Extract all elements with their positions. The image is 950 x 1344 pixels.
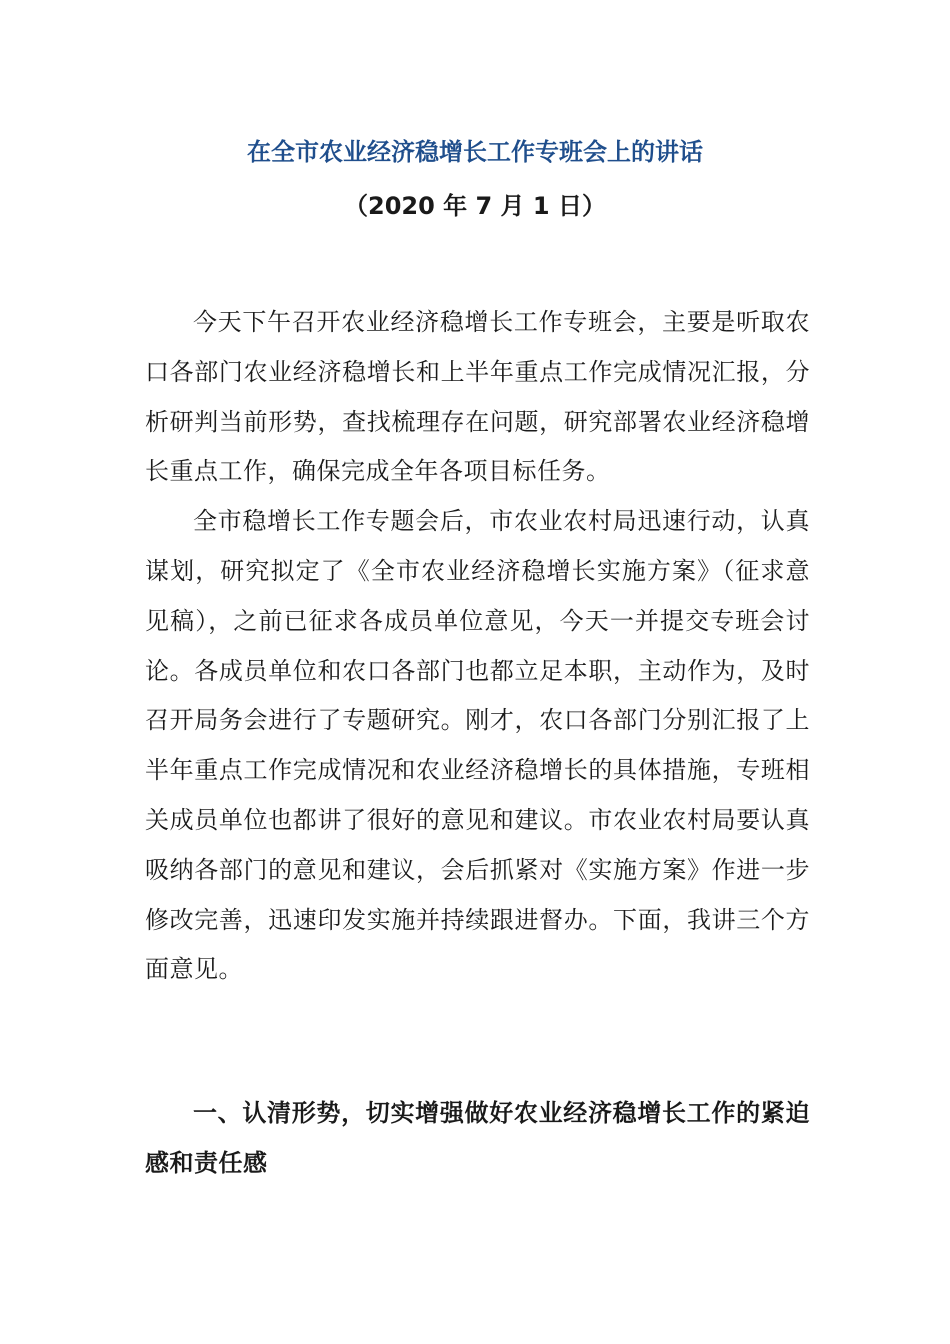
document-title: 在全市农业经济稳增长工作专班会上的讲话	[247, 138, 703, 166]
section-heading: 一、认清形势，切实增强做好农业经济稳增长工作的紧迫感和责任感	[145, 1099, 810, 1177]
document-body	[145, 298, 810, 995]
document-date: （2020 年 7 月 1 日）	[344, 192, 606, 220]
paragraph: 今天下午召开农业经济稳增长工作专班会，主要是听取农口各部门农业经济稳增长和上半年重点工作完成情况汇报，分析研判当前形势，查找梳理存在问题，研究部署农业经济稳增长重点工作，确保完成全年各项目标任务。	[145, 308, 810, 486]
paragraph: 全市稳增长工作专题会后，市农业农村局迅速行动，认真谋划，研究拟定了《全市农业经济稳增长实施方案》（征求意见稿），之前已征求各成员单位意见，今天一并提交专班会讨论。各成员单位和农口各部门也都立足本职，主动作为，及时召开局务会进行了专题研究。刚才，农口各部门分别汇报了上半年重点工作完成情况和农业经济稳增长的具体措施，专班相关成员单位也都讲了很好的意见和建议。市农业农村局要认真吸纳各部门的意见和建议，会后抓紧对《实施方案》作进一步修改完善，迅速印发实施并持续跟进督办。下面，我讲三个方面意见。	[145, 507, 810, 984]
